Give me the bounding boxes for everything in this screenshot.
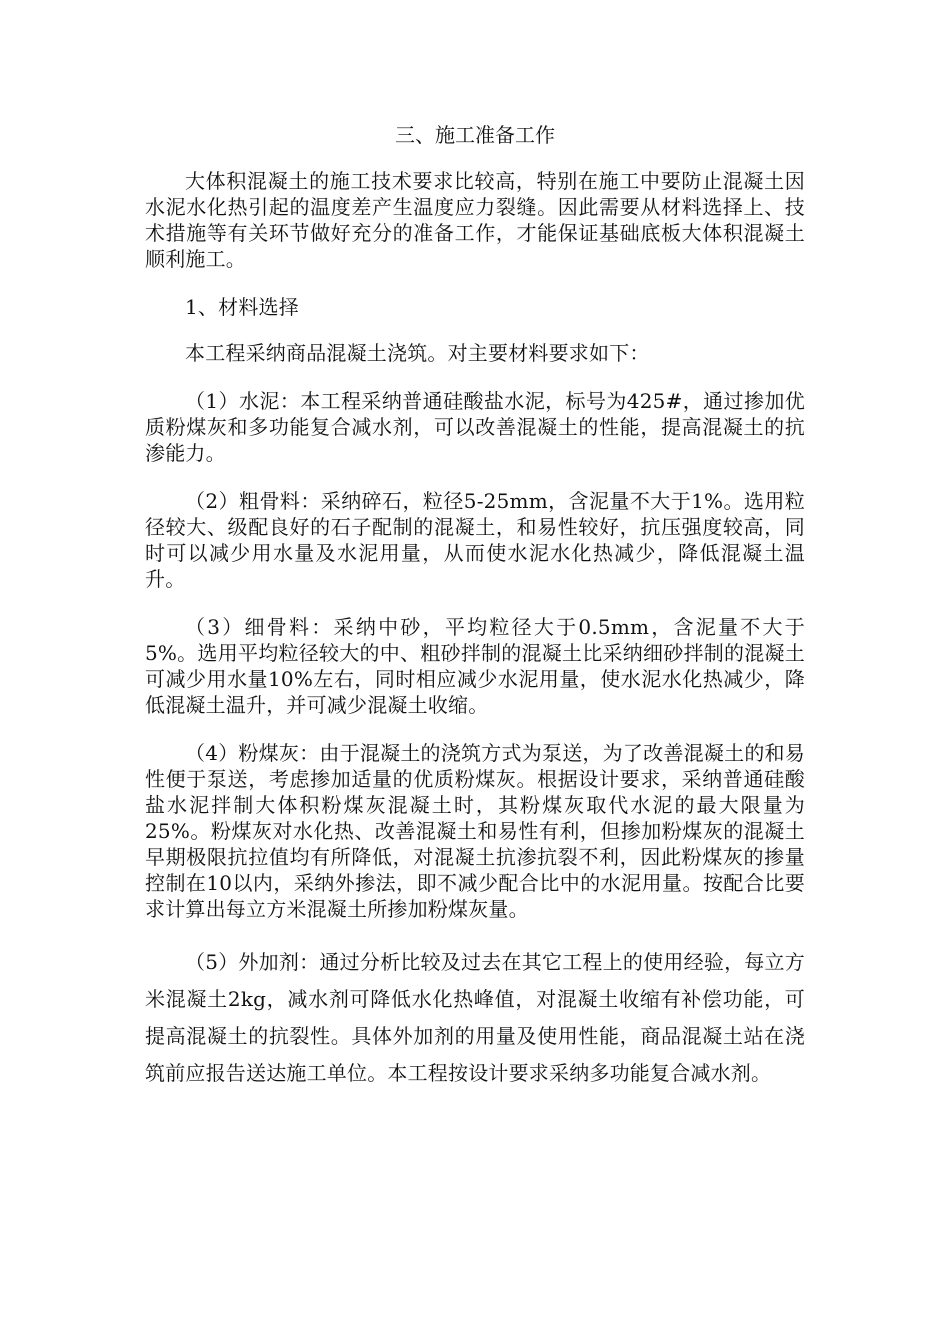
subsection-heading-materials: 1、材料选择 (185, 295, 299, 319)
section-title: 三、施工准备工作 (395, 123, 555, 147)
document-body (145, 118, 805, 1114)
intro-paragraph: 大体积混凝土的施工技术要求比较高，特别在施工中要防止混凝土因水泥水化热引起的温度差产生温度应力裂缝。因此需要从材料选择上、技术措施等有关环节做好充分的准备工作，才能保证基础底板大体积混凝土顺利施工。 (145, 169, 805, 271)
cement-paragraph: （1）水泥：本工程采纳普通硅酸盐水泥，标号为425#，通过掺加优质粉煤灰和多功能复合减水剂，可以改善混凝土的性能，提高混凝土的抗渗能力。 (145, 389, 805, 465)
materials-intro-paragraph: 本工程采纳商品混凝土浇筑。对主要材料要求如下： (185, 341, 650, 365)
coarse-aggregate-paragraph: （2）粗骨料：采纳碎石，粒径5-25mm，含泥量不大于1%。选用粒径较大、级配良好的石子配制的混凝土，和易性较好，抗压强度较高，同时可以减少用水量及水泥用量，从而使水泥水化热减少，降低混凝土温升。 (145, 489, 805, 591)
fine-aggregate-paragraph: （3）细骨料：采纳中砂，平均粒径大于0.5mm，含泥量不大于5%。选用平均粒径较大的中、粗砂拌制的混凝土比采纳细砂拌制的混凝土可减少用水量10%左右，同时相应减少水泥用量，使水泥水化热减少，降低混凝土温升，并可减少混凝土收缩。 (145, 615, 805, 717)
admixture-paragraph: （5）外加剂：通过分析比较及过去在其它工程上的使用经验，每立方米混凝土2kg，减水剂可降低水化热峰值，对混凝土收缩有补偿功能，可提高混凝土的抗裂性。具体外加剂的用量及使用性能，商品混凝土站在浇筑前应报告送达施工单位。本工程按设计要求采纳多功能复合减水剂。 (145, 950, 805, 1085)
fly-ash-paragraph: （4）粉煤灰：由于混凝土的浇筑方式为泵送，为了改善混凝土的和易性便于泵送，考虑掺加适量的优质粉煤灰。根据设计要求，采纳普通硅酸盐水泥拌制大体积粉煤灰混凝土时，其粉煤灰取代水泥的最大限量为25%。粉煤灰对水化热、改善混凝土和易性有利，但掺加粉煤灰的混凝土早期极限抗拉值均有所降低，对混凝土抗渗抗裂不利，因此粉煤灰的掺量控制在10以内，采纳外掺法，即不减少配合比中的水泥用量。按配合比要求计算出每立方米混凝土所掺加粉煤灰量。 (145, 741, 805, 921)
